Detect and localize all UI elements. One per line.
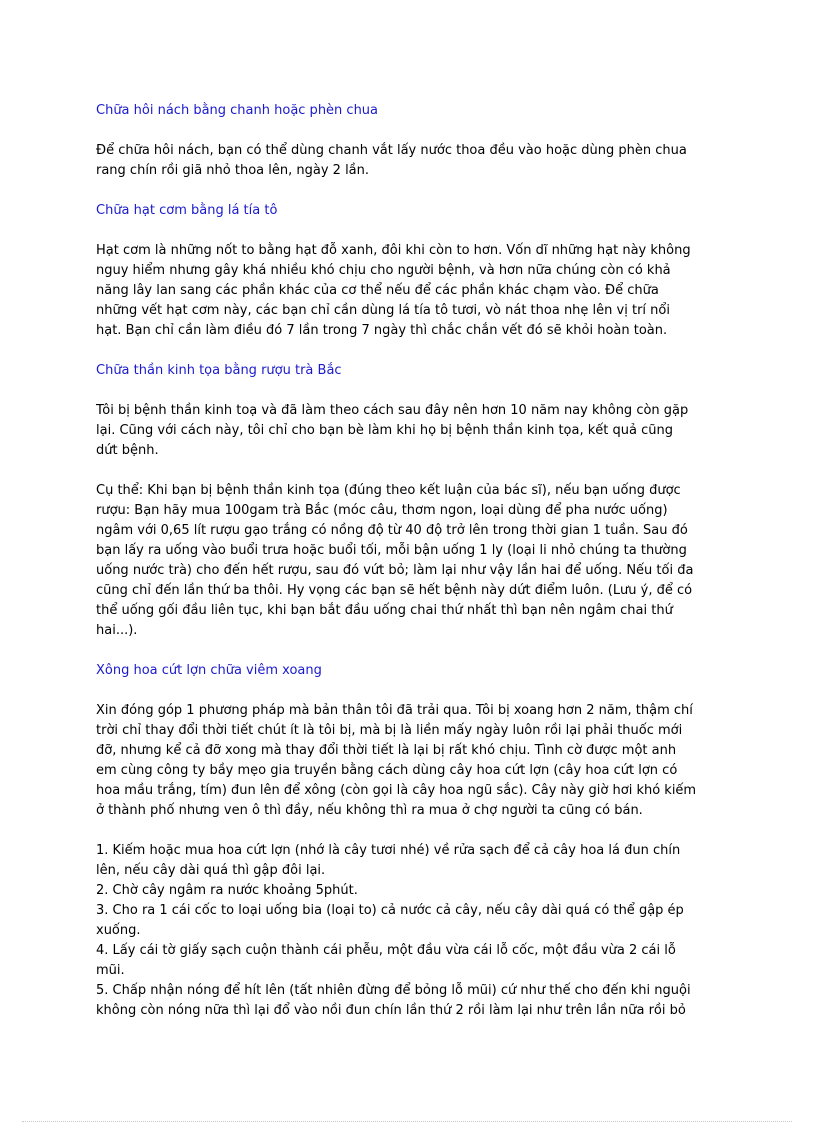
text-line: rượu: Bạn hãy mua 100gam trà Bắc (móc câu, thơm ngon, loại dùng để pha nước uống) [96, 503, 668, 518]
text-line: hoa mầu trắng, tím) đun lên để xông (còn gọi là cây hoa ngũ sắc). Cây này giờ hơi khó kiếm [96, 783, 697, 798]
section-heading: Chữa hạt cơm bằng lá tía tô [96, 203, 278, 218]
text-line: lại. Cũng với cách này, tôi chỉ cho bạn bè làm khi họ bị bệnh thần kinh tọa, kết quả cũng [96, 423, 673, 438]
text-line: trời chỉ thay đổi thời tiết chút ít là tôi bị, mà bị là liền mấy ngày luôn rồi lại phải thuốc mới [96, 723, 683, 738]
text-line: lên, nếu cây dài quá thì gập đôi lại. [96, 863, 326, 878]
paragraph [96, 481, 736, 641]
text-line: Để chữa hôi nách, bạn có thể dùng chanh vắt lấy nước thoa đều vào hoặc dùng phèn chua [96, 143, 687, 158]
paragraph [96, 701, 736, 821]
text-line: đỡ, nhưng kể cả đỡ xong mà thay đổi thời tiết là lại bị rất khó chịu. Tình cờ được một anh [96, 743, 677, 758]
text-line: 2. Chờ cây ngâm ra nước khoảng 5phút. [96, 883, 358, 898]
text-line: 5. Chấp nhận nóng để hít lên (tất nhiên đừng để bỏng lỗ mũi) cứ như thế cho đến khi nguội [96, 983, 691, 998]
paragraph [96, 241, 736, 341]
text-line: hai...). [96, 623, 138, 638]
text-line: những vết hạt cơm này, các bạn chỉ cần dùng lá tía tô tươi, vò nát thoa nhẹ lên vị trí nổi [96, 303, 670, 318]
text-line: xuống. [96, 923, 141, 938]
paragraph [96, 401, 736, 461]
section-heading: Chữa thần kinh tọa bằng rượu trà Bắc [96, 363, 342, 378]
text-line: không còn nóng nữa thì lại đổ vào nồi đun chín lần thứ 2 rồi làm lại như trên lần nữa rồi bỏ [96, 1003, 686, 1018]
text-line: cũng chỉ đến lần thứ ba thôi. Hy vọng các bạn sẽ hết bệnh này dứt điểm luôn. (Lưu ý, để có [96, 583, 693, 598]
page-bottom-divider [22, 1121, 792, 1122]
text-line: hạt. Bạn chỉ cần làm điều đó 7 lần trong 7 ngày thì chắc chắn vết đó sẽ khỏi hoàn toàn. [96, 323, 668, 338]
text-line: mũi. [96, 963, 125, 978]
text-line: ngâm với 0,65 lít rượu gạo trắng có nồng độ từ 40 độ trở lên trong thời gian 1 tuần. Sau đó [96, 523, 688, 538]
text-line: thể uống gối đầu liên tục, khi bạn bắt đầu uống chai thứ nhất thì bạn nên ngâm chai thứ [96, 603, 673, 618]
text-line: 1. Kiếm hoặc mua hoa cứt lợn (nhớ là cây tươi nhé) về rửa sạch để cả cây hoa lá đun chín [96, 843, 681, 858]
text-line: nguy hiểm nhưng gây khá nhiều khó chịu cho người bệnh, và hơn nữa chúng còn có khả [96, 263, 671, 278]
text-line: rang chín rồi giã nhỏ thoa lên, ngày 2 lần. [96, 163, 370, 178]
text-line: bạn lấy ra uống vào buổi trưa hoặc buổi tối, mỗi bận uống 1 ly (loại li nhỏ chúng ta thường [96, 543, 687, 558]
paragraph [96, 141, 736, 181]
text-line: Xin đóng góp 1 phương pháp mà bản thân tôi đã trải qua. Tôi bị xoang hơn 2 năm, thậm chí [96, 703, 693, 718]
text-line: 4. Lấy cái tờ giấy sạch cuộn thành cái phễu, một đầu vừa cái lỗ cốc, một đầu vừa 2 cái lỗ [96, 943, 676, 958]
section-heading: Xông hoa cứt lợn chữa viêm xoang [96, 663, 322, 678]
text-line: ở thành phố nhưng ven ô thì đầy, nếu không thì ra mua ở chợ người ta cũng có bán. [96, 803, 643, 818]
text-line: dứt bệnh. [96, 443, 159, 458]
numbered-steps [96, 841, 736, 1021]
text-line: 3. Cho ra 1 cái cốc to loại uống bia (loại to) cả nước cả cây, nếu cây dài quá có thể gập ép [96, 903, 684, 918]
text-line: Cụ thể: Khi bạn bị bệnh thần kinh tọa (đúng theo kết luận của bác sĩ), nếu bạn uống được [96, 483, 681, 498]
document-body [96, 101, 736, 1021]
section-heading: Chữa hôi nách bằng chanh hoặc phèn chua [96, 103, 379, 118]
text-line: em cùng công ty bầy mẹo gia truyền bằng cách dùng cây hoa cứt lợn (cây hoa cứt lợn có [96, 763, 678, 778]
text-line: năng lây lan sang các phần khác của cơ thể nếu để các phần khác chạm vào. Để chữa [96, 283, 659, 298]
text-line: Tôi bị bệnh thần kinh toạ và đã làm theo cách sau đây nên hơn 10 năm nay không còn gặp [96, 403, 689, 418]
text-line: uống nước trà) cho đến hết rượu, sau đó vứt bỏ; làm lại như vậy lần hai để uống. Nếu tối đa [96, 563, 694, 578]
text-line: Hạt cơm là những nốt to bằng hạt đỗ xanh, đôi khi còn to hơn. Vốn dĩ những hạt này không [96, 243, 691, 258]
